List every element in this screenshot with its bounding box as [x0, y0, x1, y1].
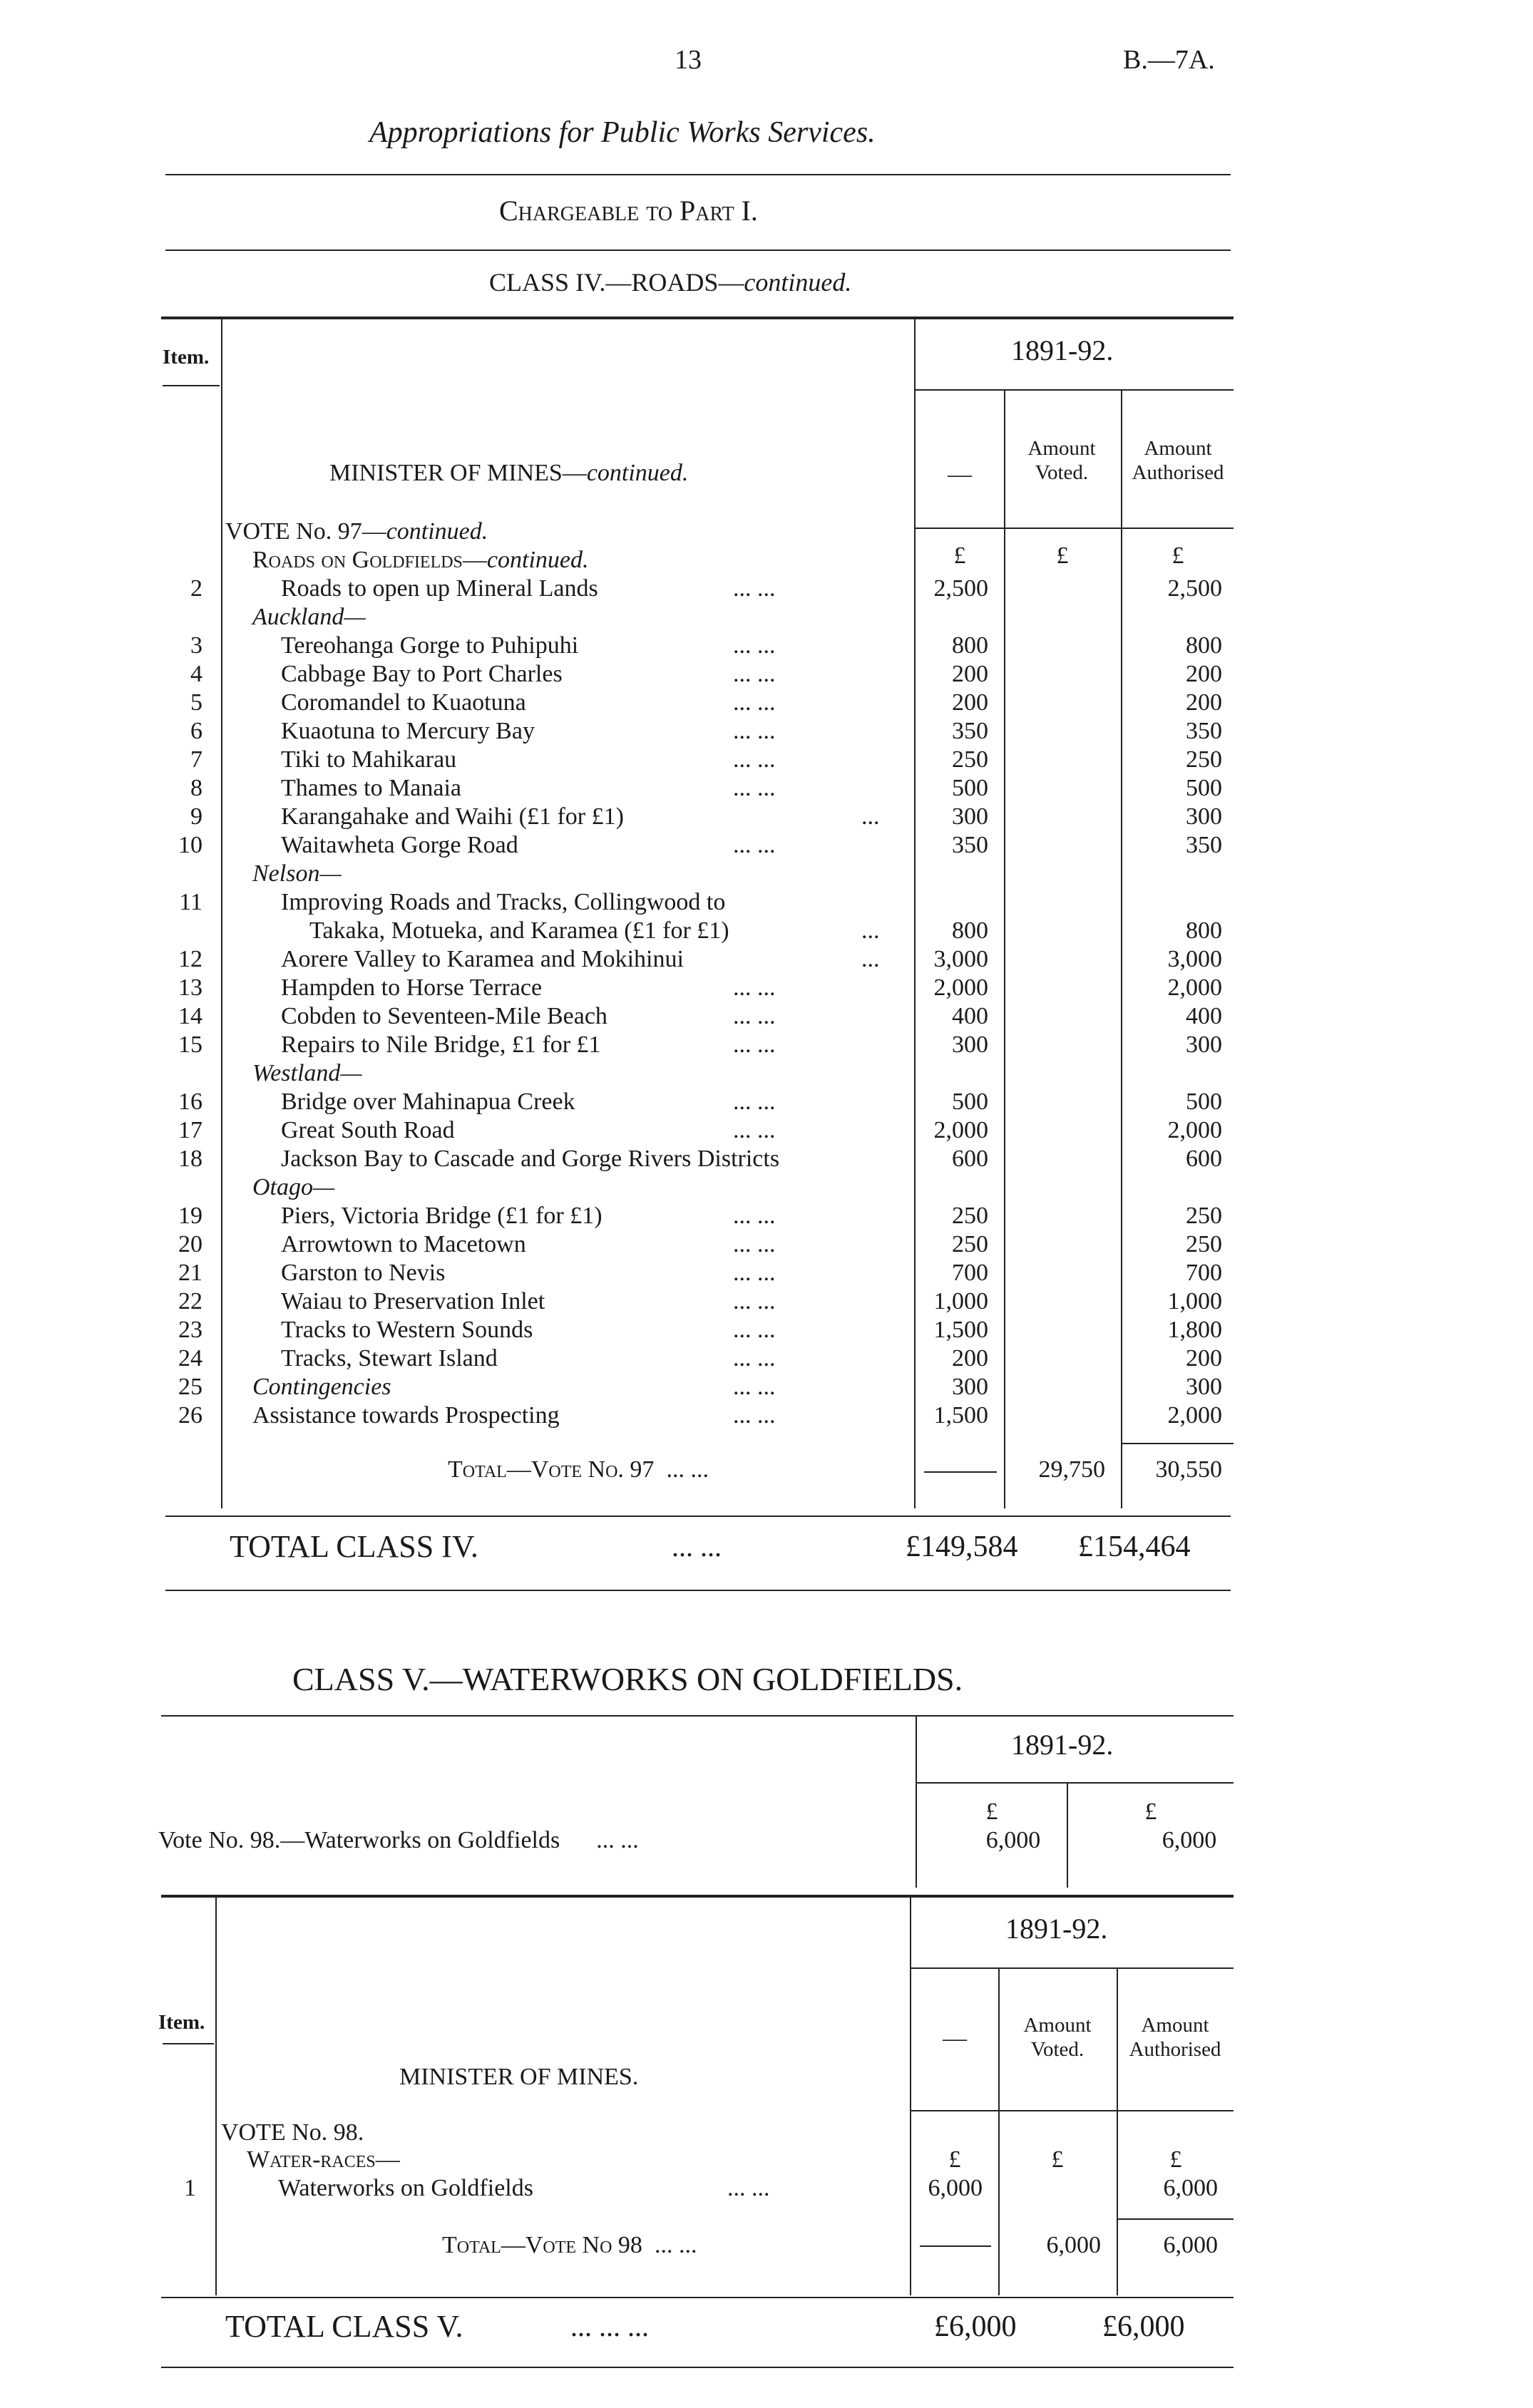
item-number: 18 [178, 1146, 202, 1172]
amount-authorised-header: Amount Authorised [1132, 437, 1224, 484]
vote-98-summary-label: Vote No. 98.—Waterworks on Goldfields ... ... [158, 1827, 639, 1853]
col-divider [215, 1896, 217, 2295]
rule [165, 1516, 1231, 1517]
rule [161, 2367, 1234, 2368]
item-number: 11 [179, 889, 202, 915]
table-row [0, 1145, 1533, 1173]
item-number: 17 [178, 1117, 202, 1143]
amount-authorised: 300 [1186, 1374, 1222, 1400]
leader-dots: ... ... [733, 1117, 776, 1143]
total-class-iv-voted: £149,584 [906, 1530, 1018, 1563]
table2-item-authorised: 6,000 [1163, 2175, 1218, 2201]
section-heading: Water-races— [247, 2146, 400, 2173]
amount-authorised: 800 [1186, 632, 1222, 659]
table-row [0, 746, 1533, 774]
item-description: Tiki to Mahikarau [281, 746, 457, 773]
amount: 200 [952, 661, 988, 687]
year-header: 1891-92. [1005, 1913, 1108, 1945]
table2-item-amount: 6,000 [928, 2175, 983, 2201]
total-vote-98-authorised: 6,000 [1163, 2232, 1218, 2258]
amount: 300 [952, 1031, 988, 1058]
table-row [0, 1287, 1533, 1316]
amount-authorised: 500 [1186, 1089, 1222, 1115]
region-label: Westland— [252, 1060, 362, 1086]
amount: 2,500 [933, 575, 988, 602]
section-heading: Roads on Goldfields—continued. [252, 547, 589, 573]
amount: 3,000 [933, 946, 988, 972]
table2-item-dots: ... ... [727, 2175, 770, 2201]
rule [911, 1967, 1234, 1969]
table-top-rule [161, 317, 1234, 319]
table-row [0, 974, 1533, 1002]
amount: 200 [952, 689, 988, 716]
total-vote-98-voted: 6,000 [1046, 2232, 1101, 2258]
item-description: Assistance towards Prospecting [252, 1402, 560, 1429]
minister-heading: MINISTER OF MINES. [399, 2064, 639, 2090]
amount: 400 [952, 1003, 988, 1029]
leader-dots: ... ... [733, 632, 776, 659]
item-description: Bridge over Mahinapua Creek [281, 1089, 575, 1115]
amount-authorised-header: Amount Authorised [1129, 2014, 1221, 2061]
leader-dots: ... ... [733, 1203, 776, 1229]
amount: 700 [952, 1260, 988, 1286]
item-description: Cobden to Seventeen-Mile Beach [281, 1003, 607, 1029]
leader-dots: ... [861, 946, 880, 972]
item-number: 6 [190, 718, 202, 744]
item-number: 19 [178, 1203, 202, 1229]
amount-authorised: 200 [1186, 1345, 1222, 1372]
amount-authorised: 2,500 [1167, 575, 1222, 602]
region-heading-row [0, 860, 1533, 888]
amount: 300 [952, 803, 988, 830]
amount: 2,000 [933, 1117, 988, 1143]
item-description: Cabbage Bay to Port Charles [281, 661, 563, 687]
amount: 1,500 [933, 1402, 988, 1429]
rule [163, 2043, 214, 2044]
item-description: Piers, Victoria Bridge (£1 for £1) [281, 1203, 603, 1229]
total-class-iv-authorised: £154,464 [1078, 1530, 1191, 1563]
rule [916, 389, 1234, 391]
rule [911, 2110, 1234, 2111]
table-row [0, 689, 1533, 717]
table-row [0, 945, 1533, 974]
amount-authorised: 2,000 [1167, 974, 1222, 1001]
amount-voted-header: Amount Voted. [1023, 2014, 1092, 2061]
table-row [0, 1344, 1533, 1373]
amount-authorised: 2,000 [1167, 1402, 1222, 1429]
table-row [0, 1316, 1533, 1344]
total-class-v-voted: £6,000 [934, 2310, 1017, 2343]
item-number: 15 [178, 1031, 202, 1058]
vote-98-heading: VOTE No. 98. [221, 2119, 364, 2146]
amount: 2,000 [933, 974, 988, 1001]
minister-heading: MINISTER OF MINES—continued. [329, 460, 689, 486]
item-description: Hampden to Horse Terrace [281, 974, 543, 1001]
item-number: 9 [190, 803, 202, 830]
rule [920, 2245, 991, 2247]
vote-98-summary-authorised: 6,000 [1162, 1827, 1217, 1853]
page-number: 13 [675, 45, 702, 75]
item-description: Waiau to Preservation Inlet [281, 1288, 545, 1314]
item-number: 16 [178, 1089, 202, 1115]
item-number: 5 [190, 689, 202, 716]
item-number: 21 [178, 1260, 202, 1286]
total-class-iv-dots: ... ... [672, 1530, 722, 1563]
rule [924, 1471, 997, 1473]
table-row [0, 917, 1533, 945]
amount-authorised: 3,000 [1167, 946, 1222, 972]
rule [165, 249, 1231, 251]
page-title: Appropriations for Public Works Services. [369, 116, 876, 149]
table-row [0, 831, 1533, 860]
item-description: Repairs to Nile Bridge, £1 for £1 [281, 1031, 601, 1058]
item-number: 13 [178, 974, 202, 1001]
region-label: Auckland— [252, 604, 366, 630]
item-description: Arrowtown to Macetown [281, 1231, 526, 1257]
table-row [0, 1401, 1533, 1430]
rule [917, 1782, 1234, 1784]
item-description: Thames to Manaia [281, 775, 462, 801]
item-number: 7 [190, 746, 202, 773]
item-description: Contingencies [252, 1374, 391, 1400]
currency-symbol: £ [1144, 1799, 1157, 1825]
item-number: 23 [178, 1317, 202, 1343]
amount-authorised: 2,000 [1167, 1117, 1222, 1143]
table-row [0, 717, 1533, 746]
leader-dots: ... [861, 917, 880, 944]
amount-authorised: 200 [1186, 661, 1222, 687]
item-description: Roads to open up Mineral Lands [281, 575, 598, 602]
amount-authorised: 350 [1186, 832, 1222, 858]
table-row [0, 803, 1533, 831]
item-number: 26 [178, 1402, 202, 1429]
item-description: Tracks to Western Sounds [281, 1317, 533, 1343]
table2-item-number: 1 [184, 2175, 196, 2201]
currency-symbol: £ [948, 2146, 961, 2173]
leader-dots: ... ... [733, 1288, 776, 1314]
item-column-header: Item. [158, 2011, 205, 2034]
item-description: Karangahake and Waihi (£1 for £1) [281, 803, 624, 830]
amount: 800 [952, 632, 988, 659]
amount: 350 [952, 718, 988, 744]
item-number: 22 [178, 1288, 202, 1314]
leader-dots: ... ... [733, 1231, 776, 1257]
amount: 800 [952, 917, 988, 944]
amount-authorised: 700 [1186, 1260, 1222, 1286]
item-description: Tracks, Stewart Island [281, 1345, 498, 1372]
table-row [0, 660, 1533, 689]
class-v-year: 1891-92. [1011, 1729, 1114, 1761]
table-row [0, 632, 1533, 660]
region-label: Otago— [252, 1174, 335, 1200]
item-number: 14 [178, 1003, 202, 1029]
region-label: Nelson— [252, 860, 342, 887]
leader-dots: ... ... [733, 775, 776, 801]
leader-dots: ... ... [733, 746, 776, 773]
amount: 300 [952, 1374, 988, 1400]
amount-authorised: 1,800 [1167, 1317, 1222, 1343]
chargeable-heading: Chargeable to Part I. [499, 195, 758, 227]
item-description: Improving Roads and Tracks, Collingwood to [281, 889, 726, 915]
table-row [0, 1230, 1533, 1259]
currency-symbol: £ [953, 542, 966, 569]
total-class-iv-label: TOTAL CLASS IV. [230, 1529, 478, 1564]
total-class-v-label: TOTAL CLASS V. [225, 2309, 463, 2344]
class-iv-heading: CLASS IV.—ROADS—continued. [489, 268, 852, 297]
leader-dots: ... ... [733, 974, 776, 1001]
amount: 350 [952, 832, 988, 858]
rule [161, 1715, 1234, 1717]
dash-column-header: — [948, 461, 972, 488]
leader-dots: ... ... [733, 1317, 776, 1343]
leader-dots: ... ... [733, 1089, 776, 1115]
item-description: Tereohanga Gorge to Puhipuhi [281, 632, 579, 659]
rule [165, 1590, 1231, 1591]
amount-authorised: 1,000 [1167, 1288, 1222, 1314]
item-description: Takaka, Motueka, and Karamea (£1 for £1) [309, 917, 729, 944]
item-description: Jackson Bay to Cascade and Gorge Rivers Districts [281, 1146, 780, 1172]
item-description: Coromandel to Kuaotuna [281, 689, 526, 716]
table-row [0, 1002, 1533, 1031]
total-class-v-authorised: £6,000 [1102, 2310, 1185, 2343]
rule [1122, 1443, 1234, 1444]
amount: 500 [952, 775, 988, 801]
item-description: Great South Road [281, 1117, 455, 1143]
leader-dots: ... ... [733, 1374, 776, 1400]
amount: 250 [952, 746, 988, 773]
amount-authorised: 350 [1186, 718, 1222, 744]
amount: 500 [952, 1089, 988, 1115]
leader-dots: ... ... [733, 832, 776, 858]
amount-authorised: 800 [1186, 917, 1222, 944]
item-description: Aorere Valley to Karamea and Mokihinui [281, 946, 684, 972]
table-top-rule [161, 1895, 1234, 1898]
class-v-heading: CLASS V.—WATERWORKS ON GOLDFIELDS. [292, 1661, 963, 1697]
amount: 1,000 [933, 1288, 988, 1314]
amount: 250 [952, 1203, 988, 1229]
rule [163, 385, 220, 386]
region-heading-row [0, 603, 1533, 632]
total-class-v-dots: ... ... ... [570, 2310, 649, 2342]
item-number: 10 [178, 832, 202, 858]
table-row [0, 1202, 1533, 1230]
rule [161, 2297, 1234, 2298]
leader-dots: ... ... [733, 718, 776, 744]
currency-symbol: £ [985, 1799, 998, 1825]
leader-dots: ... ... [733, 1402, 776, 1429]
total-vote-97-label: Total—Vote No. 97 ... ... [448, 1456, 709, 1483]
table-row [0, 1031, 1533, 1059]
amount-authorised: 200 [1186, 689, 1222, 716]
col-divider [910, 1896, 911, 2295]
leader-dots: ... ... [733, 661, 776, 687]
item-number: 8 [190, 775, 202, 801]
table-row [0, 1373, 1533, 1401]
table-row [0, 1088, 1533, 1116]
item-description: Kuaotuna to Mercury Bay [281, 718, 535, 744]
table-row [0, 1259, 1533, 1287]
document-reference: B.—7A. [1123, 45, 1215, 75]
item-description: Garston to Nevis [281, 1260, 446, 1286]
item-column-header: Item. [163, 346, 210, 369]
item-description: Waitawheta Gorge Road [281, 832, 518, 858]
currency-symbol: £ [1169, 2146, 1182, 2173]
vote-98-summary-voted: 6,000 [985, 1827, 1041, 1853]
year-header: 1891-92. [1011, 334, 1114, 366]
item-number: 3 [190, 632, 202, 659]
table-row [0, 888, 1533, 917]
amount: 1,500 [933, 1317, 988, 1343]
amount-authorised: 250 [1186, 1231, 1222, 1257]
leader-dots: ... ... [733, 575, 776, 602]
total-vote-98-label: Total—Vote No 98 ... ... [442, 2232, 697, 2258]
amount-authorised: 250 [1186, 746, 1222, 773]
leader-dots: ... [861, 803, 880, 830]
rule [1118, 2218, 1234, 2220]
currency-symbol: £ [1171, 542, 1184, 569]
amount-authorised: 300 [1186, 803, 1222, 830]
region-heading-row [0, 1173, 1533, 1202]
amount-authorised: 600 [1186, 1146, 1222, 1172]
item-number: 20 [178, 1231, 202, 1257]
vote-97-heading: VOTE No. 97—continued. [225, 518, 488, 545]
amount-voted-header: Amount Voted. [1027, 437, 1096, 484]
item-number: 4 [190, 661, 202, 687]
dash-column-header: — [943, 2025, 967, 2052]
amount: 250 [952, 1231, 988, 1257]
item-number: 25 [178, 1374, 202, 1400]
table-row [0, 575, 1533, 603]
item-number: 24 [178, 1345, 202, 1372]
rule [165, 174, 1231, 175]
amount-authorised: 300 [1186, 1031, 1222, 1058]
leader-dots: ... ... [733, 1260, 776, 1286]
table2-item-description: Waterworks on Goldfields [278, 2175, 533, 2201]
total-vote-97-authorised: 30,550 [1155, 1456, 1222, 1483]
total-vote-97-voted: 29,750 [1038, 1456, 1105, 1483]
amount: 200 [952, 1345, 988, 1372]
rule [916, 528, 1234, 529]
table-row [0, 774, 1533, 803]
currency-symbol: £ [1056, 542, 1069, 569]
table-row [0, 1116, 1533, 1145]
leader-dots: ... ... [733, 689, 776, 716]
item-number: 2 [190, 575, 202, 602]
currency-symbol: £ [1051, 2146, 1064, 2173]
amount: 600 [952, 1146, 988, 1172]
item-number: 12 [178, 946, 202, 972]
leader-dots: ... ... [733, 1345, 776, 1372]
leader-dots: ... ... [733, 1003, 776, 1029]
region-heading-row [0, 1059, 1533, 1088]
leader-dots: ... ... [733, 1031, 776, 1058]
amount-authorised: 500 [1186, 775, 1222, 801]
amount-authorised: 400 [1186, 1003, 1222, 1029]
amount-authorised: 250 [1186, 1203, 1222, 1229]
